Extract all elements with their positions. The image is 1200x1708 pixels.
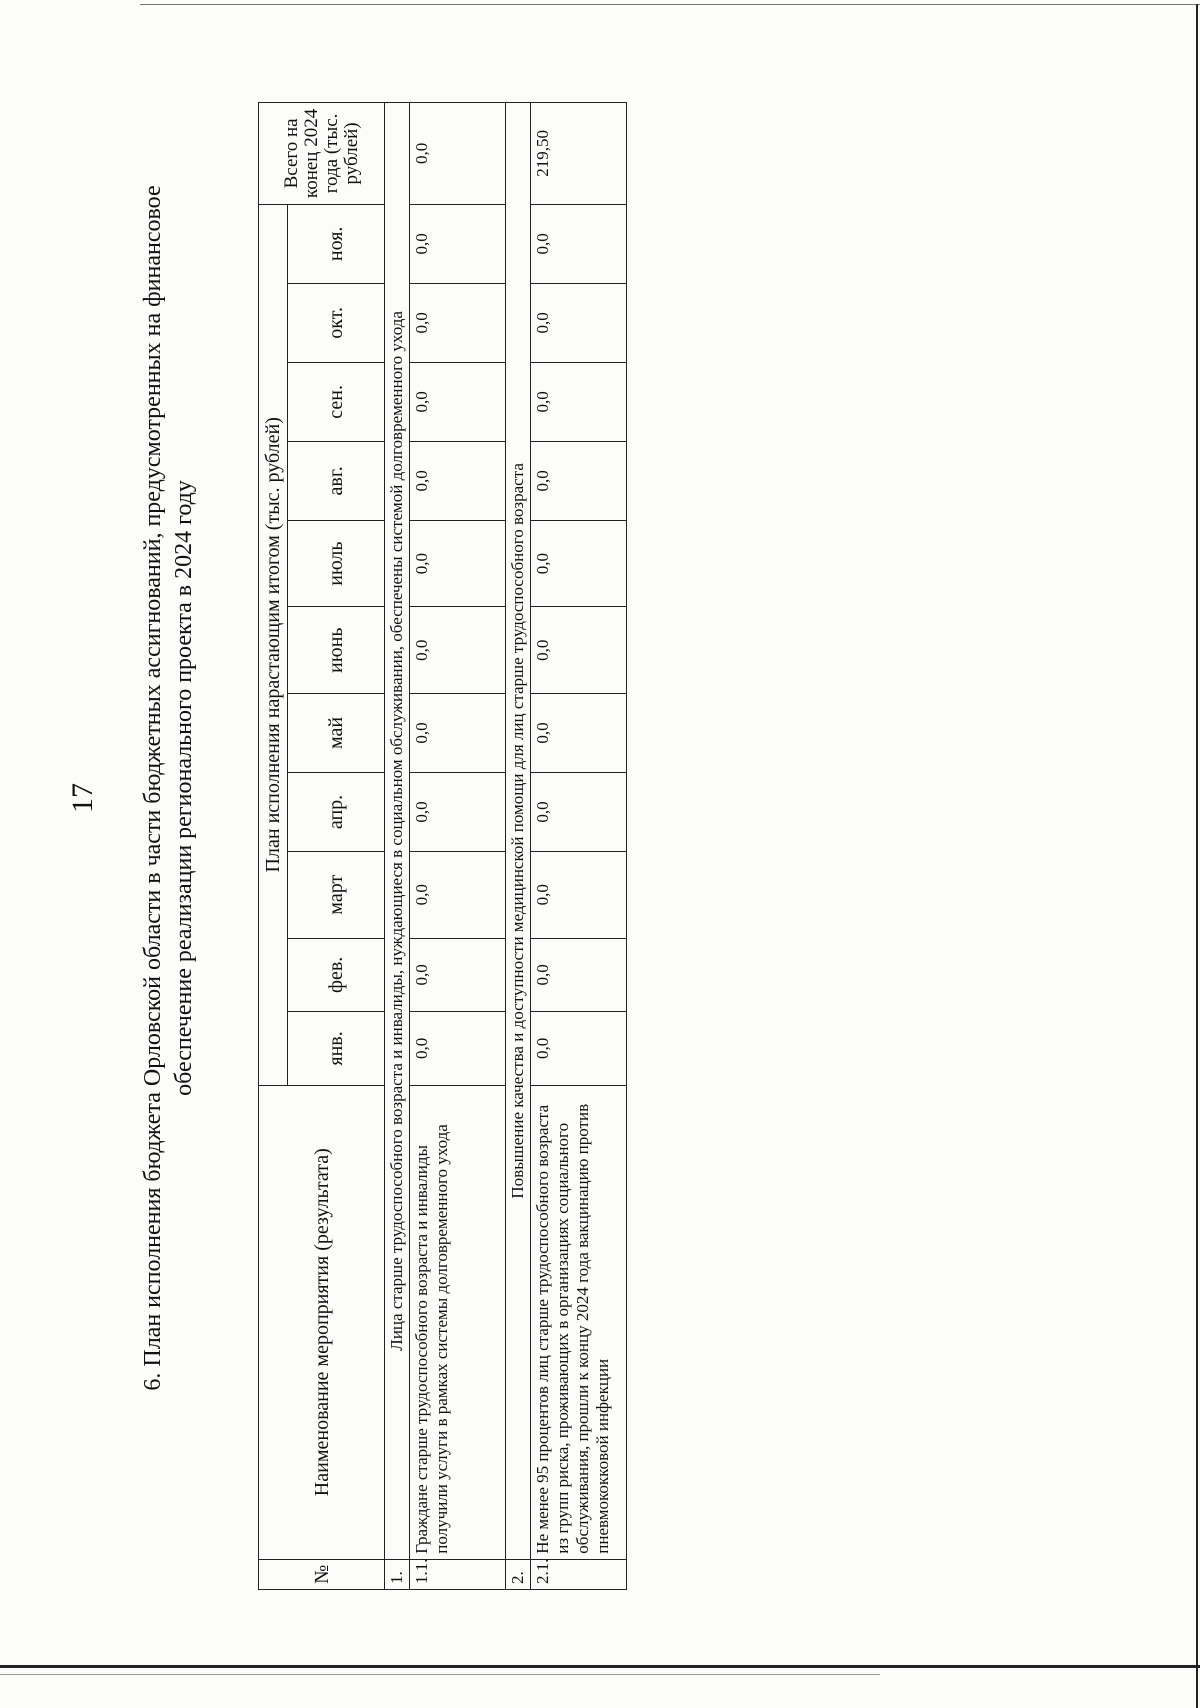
month-value: 0,0 [531,772,627,851]
month-value: 0,0 [410,204,506,283]
total-value: 0,0 [410,103,506,205]
header-total: Всего на конец 2024 года (тыс. рублей) [259,103,385,205]
section-row [385,103,410,1590]
section-row [506,103,531,1590]
header-month: июнь [288,607,385,694]
month-value: 0,0 [531,693,627,772]
month-value: 0,0 [531,362,627,441]
total-value: 219,50 [531,103,627,205]
month-value: 0,0 [410,938,506,1012]
header-plan: План исполнения нарастающим итогом (тыс. рублей) [259,204,288,1085]
table-row [531,103,627,1590]
month-value: 0,0 [531,1012,627,1086]
section-title: Лица старше трудоспособного возраста и инвалиды, нуждающиеся в социальном обслуживании, обеспечены системой долговременного ухода [385,103,410,1560]
page-number: 17 [66,783,99,813]
month-value: 0,0 [410,362,506,441]
header-month: янв. [288,1012,385,1086]
header-month: окт. [288,283,385,362]
month-value: 0,0 [531,441,627,520]
table-row [410,103,506,1590]
title-line-2: обеспечение реализации регионального проекта в 2024 году [171,480,197,1096]
month-value: 0,0 [531,851,627,938]
section-number: 1. [385,1559,410,1589]
row-number: 1.1. [410,1559,506,1589]
title-line-1: 6. План исполнения бюджета Орловской области в части бюджетных ассигнований, предусмотренных на финансовое [140,185,166,1391]
header-month: март [288,851,385,938]
row-number: 2.1. [531,1559,627,1589]
month-value: 0,0 [410,283,506,362]
header-number: № [259,1559,385,1589]
month-value: 0,0 [410,520,506,607]
section-title: Повышение качества и доступности медицинской помощи для лиц старше трудоспособного возраста [506,103,531,1560]
month-value: 0,0 [410,851,506,938]
month-value: 0,0 [410,772,506,851]
header-month: сен. [288,362,385,441]
header-month: май [288,693,385,772]
month-value: 0,0 [410,441,506,520]
month-value: 0,0 [531,204,627,283]
header-month: авг. [288,441,385,520]
month-value: 0,0 [531,283,627,362]
document-title [138,48,200,1528]
row-name: Не менее 95 процентов лиц старше трудоспособного возраста из групп риска, проживающих в организациях социального обслуживания, прошли к концу 2024 года вакцинацию против пневмококковой инфекции [531,1085,627,1559]
header-month: июль [288,520,385,607]
budget-plan-table [258,102,627,1590]
header-name: Наименование мероприятия (результата) [259,1085,385,1559]
month-value: 0,0 [410,607,506,694]
month-value: 0,0 [531,607,627,694]
month-value: 0,0 [410,1012,506,1086]
header-month: ноя. [288,204,385,283]
section-number: 2. [506,1559,531,1589]
row-name: Граждане старше трудоспособного возраста и инвалиды получили услуги в рамках системы долговременного ухода [410,1085,506,1559]
month-value: 0,0 [531,520,627,607]
month-value: 0,0 [531,938,627,1012]
month-value: 0,0 [410,693,506,772]
header-month: апр. [288,772,385,851]
header-month: фев. [288,938,385,1012]
